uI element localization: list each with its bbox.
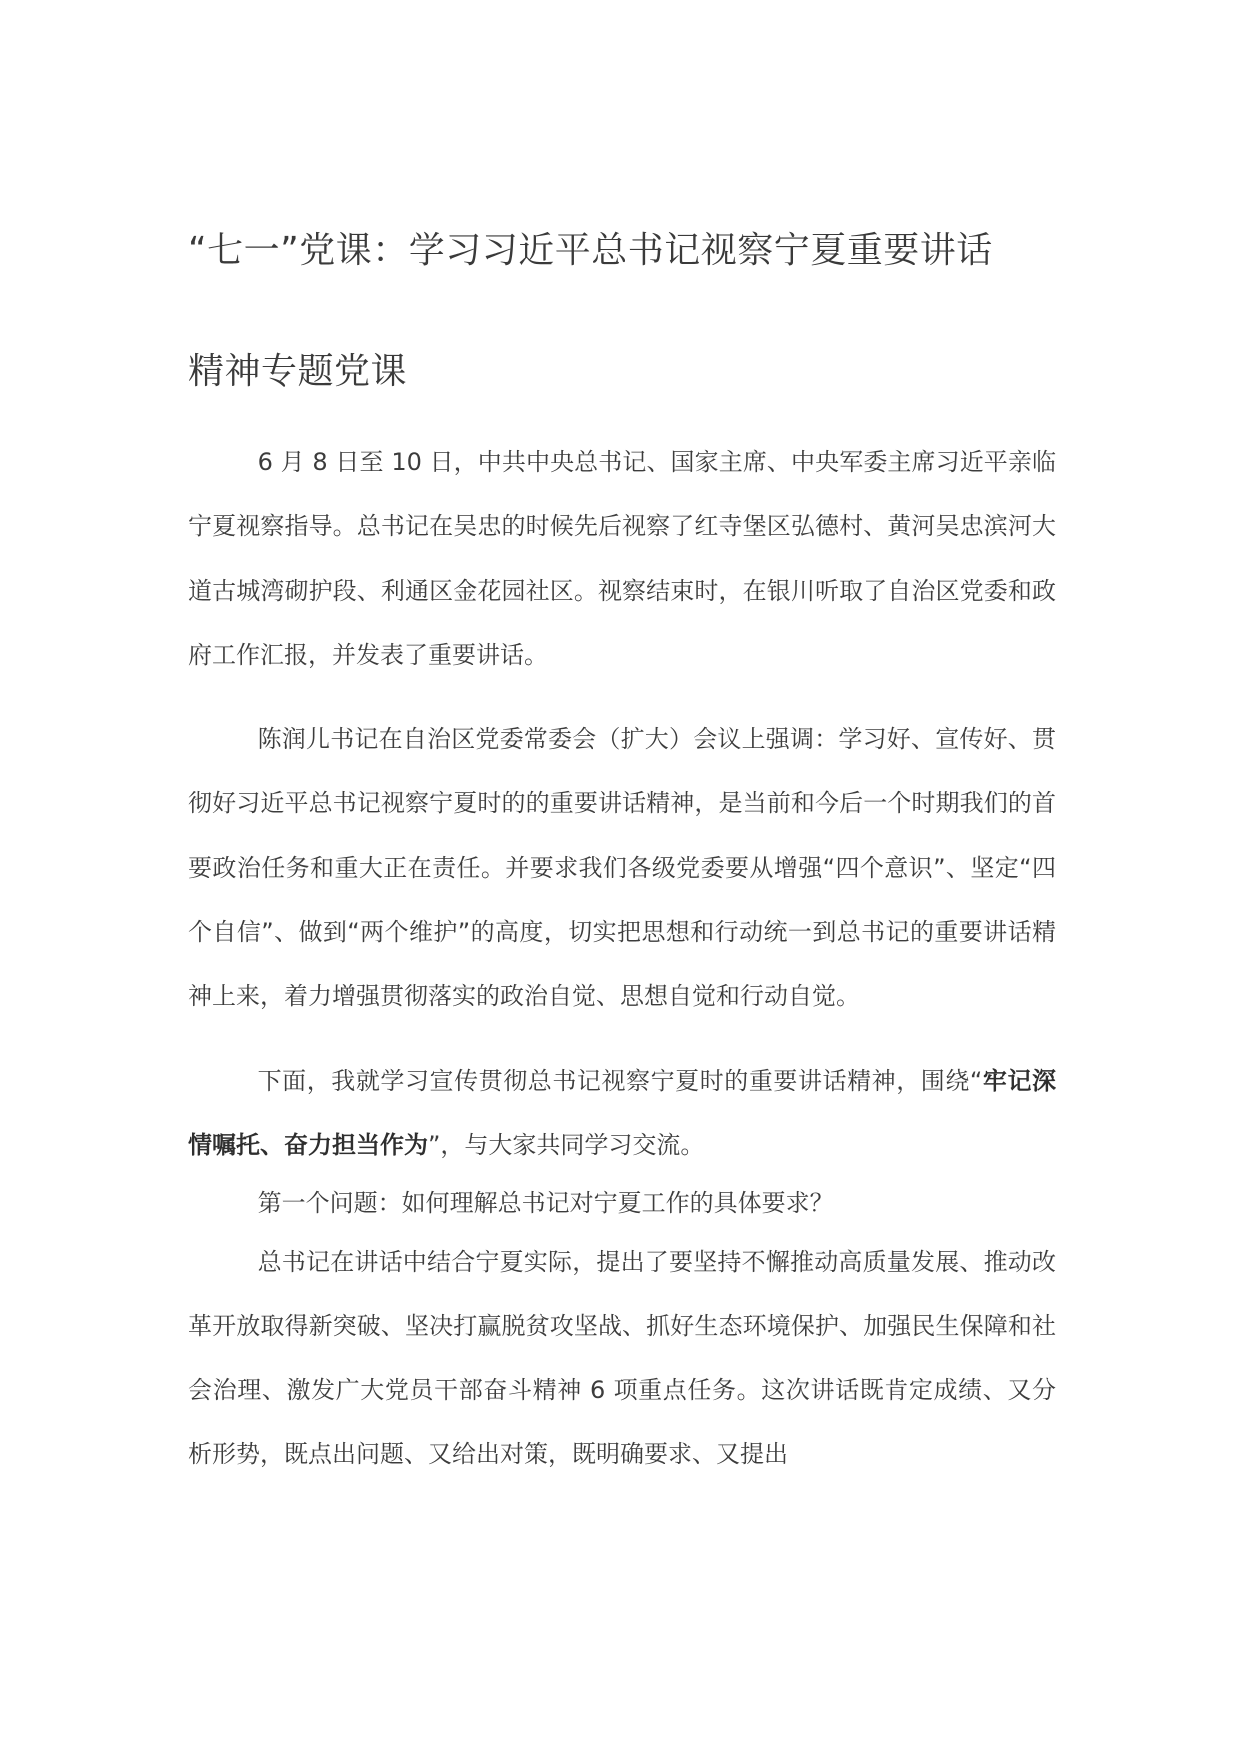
title-line-2: 精神专题党课 — [188, 351, 408, 392]
paragraph-3-emphasis: 牢记深情嘱托、奋力担当作为 — [188, 1066, 1057, 1159]
question-heading-1: 第一个问题：如何理解总书记对宁夏工作的具体要求？ — [257, 1189, 834, 1218]
document-body — [188, 430, 1056, 1487]
paragraph-1: 6 月 8 日至 10 日，中共中央总书记、国家主席、中央军委主席习近平亲临宁夏视察指导。总书记在吴忠的时候先后视察了红寺堡区弘德村、黄河吴忠滨河大道古城湾砌护段、利通区金花园社区。视察结束时，在银川听取了自治区党委和政府工作汇报，并发表了重要讲话。 — [188, 448, 1056, 669]
paragraph-3 — [188, 1049, 1056, 1178]
paragraph-3-text-after: ”，与大家共同学习交流。 — [428, 1130, 705, 1159]
title-line-1: “七一”党课：学习习近平总书记视察宁夏重要讲话 — [188, 230, 993, 271]
paragraph-3-text-before: 下面，我就学习宣传贯彻总书记视察宁夏时的重要讲话精神，围绕 — [257, 1066, 970, 1095]
document-title — [188, 190, 1068, 432]
paragraph-4: 总书记在讲话中结合宁夏实际，提出了要坚持不懈推动高质量发展、推动改革开放取得新突破、坚决打赢脱贫攻坚战、抓好生态环境保护、加强民生保障和社会治理、激发广大党员干部奋斗精神 6 项重点任务。这次讲话既肯定成绩、又分析形势，既点出问题、又给出对策，既明确要求、又提出 — [188, 1247, 1056, 1469]
paragraph-2: 陈润儿书记在自治区党委常委会（扩大）会议上强调：学习好、宣传好、贯彻好习近平总书记视察宁夏时的的重要讲话精神，是当前和今后一个时期我们的首要政治任务和重大正在责任。并要求我们各级党委要从增强“四个意识”、坚定“四个自信”、做到“两个维护”的高度，切实把思想和行动统一到总书记的重要讲话精神上来，着力增强贯彻落实的政治自觉、思想自觉和行动自觉。 — [188, 725, 1056, 1011]
paragraph-3-open-quote: “ — [969, 1066, 983, 1095]
